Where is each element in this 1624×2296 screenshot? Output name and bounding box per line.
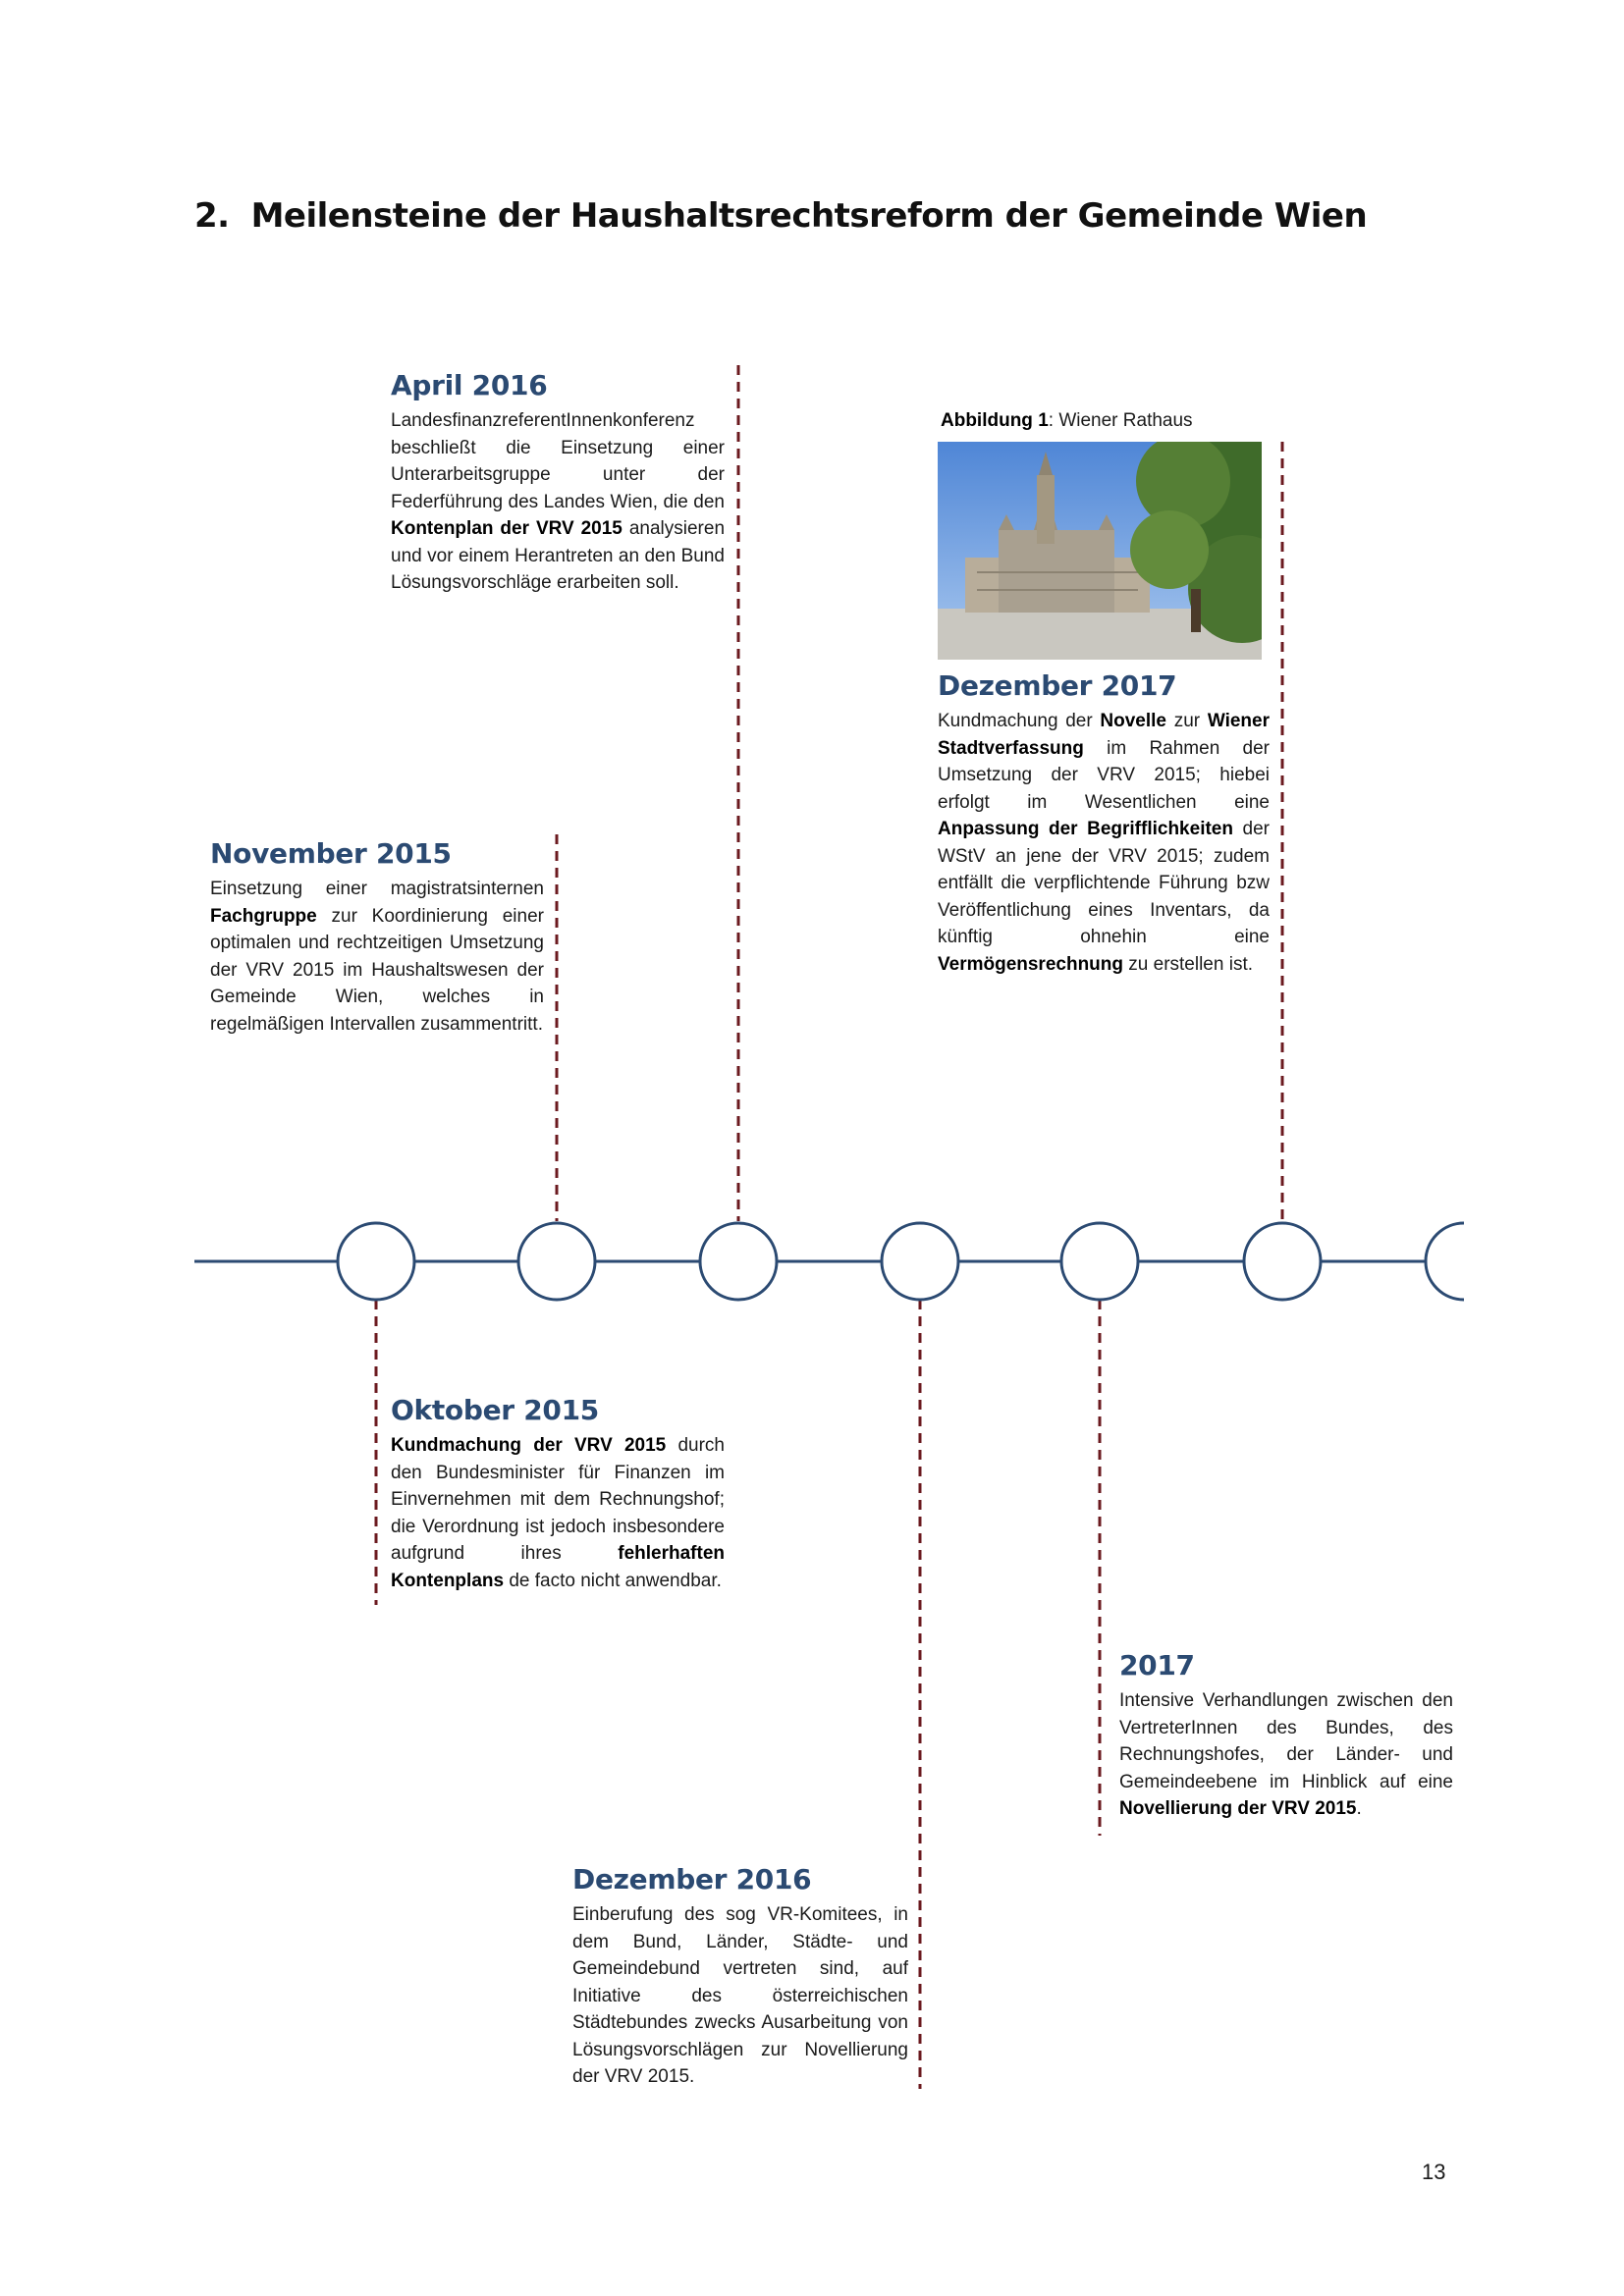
milestone-text-bold: Kundmachung der VRV 2015: [391, 1435, 667, 1456]
milestone-text-run: .: [1356, 1798, 1362, 1819]
milestone-text-run: zur Koordinierung einer optimalen und rechtzeitigen Umsetzung der VRV 2015 im Haushaltswesen der Gemeinde Wien, welches in regelmäßigen Intervallen zusammentritt.: [210, 905, 544, 1035]
figure-caption-text: : Wiener Rathaus: [1048, 410, 1193, 431]
timeline-node-5: [1061, 1223, 1138, 1300]
milestone-text: [1119, 1687, 1453, 1823]
timeline-node-1: [338, 1223, 414, 1300]
milestone-april-2016: [391, 369, 725, 597]
milestone-text-run: im Rahmen der Umsetzung der VRV 2015; hiebei erfolgt im Wesentlichen eine: [938, 737, 1270, 813]
section-title: Meilensteine der Haushaltsrechtsreform der Gemeinde Wien: [250, 196, 1368, 236]
milestone-text-bold: Kontenplan der VRV 2015: [391, 518, 623, 539]
milestone-text-run: Intensive Verhandlungen zwischen den VertreterInnen des Bundes, des Rechnungshofes, der Länder- und Gemeindeebene im Hinblick auf eine: [1119, 1690, 1453, 1792]
rathaus-photo: [938, 442, 1262, 660]
milestone-text: [938, 708, 1270, 978]
milestone-text-run: Einberufung des sog VR-Komitees, in dem Bund, Länder, Städte- und Gemeindebund vertreten sind, auf Initiative des österreichischen Städtebundes zwecks Ausarbeitung von Lösungsvorschlägen zur Novellierung der VRV 2015.: [572, 1904, 908, 2087]
milestone-text-run: der WStV an jene der VRV 2015; zudem entfällt die verpflichtende Führung bzw Veröffentlichung eines Inventars, da künftig ohnehin eine: [938, 819, 1270, 947]
milestone-text-bold: Wiener Stadtverfassung: [938, 711, 1270, 759]
milestone-text-run: analysieren und vor einem Herantreten an den Bund Lösungsvorschläge erarbeiten soll.: [391, 518, 726, 593]
milestone-oktober-2015: [391, 1394, 725, 1594]
milestone-text: [572, 1901, 908, 2091]
figure-caption: [941, 410, 1193, 432]
milestone-date: April 2016: [391, 369, 548, 401]
milestone-date: 2017: [1119, 1649, 1195, 1682]
milestone-text-run: zu erstellen ist.: [1123, 953, 1253, 975]
milestone-text-run: durch den Bundesminister für Finanzen im Einvernehmen mit dem Rechnungshof; die Verordnung ist jedoch insbesondere aufgrund ihres: [391, 1435, 725, 1564]
milestone-dezember-2016: [572, 1863, 908, 2091]
milestone-text-bold: Novellierung der VRV 2015: [1119, 1798, 1357, 1819]
milestone-text-run: Kundmachung der: [938, 711, 1101, 731]
timeline-node-3: [700, 1223, 777, 1300]
milestone-november-2015: [210, 837, 544, 1038]
milestone-date: Dezember 2016: [572, 1863, 812, 1896]
timeline-node-4: [882, 1223, 958, 1300]
milestone-dezember-2017: [938, 669, 1270, 978]
timeline-node-6: [1244, 1223, 1321, 1300]
milestone-text-bold: Vermögensrechnung: [938, 953, 1123, 975]
timeline-node-2: [518, 1223, 595, 1300]
figure-label: Abbildung 1: [941, 410, 1049, 431]
milestone-date: Oktober 2015: [391, 1394, 599, 1426]
milestone-text: [391, 1432, 725, 1594]
milestone-text-bold: fehlerhaften Kontenplans: [391, 1543, 725, 1591]
milestone-text-bold: Anpassung der Begrifflichkeiten: [938, 819, 1233, 839]
page-number: 13: [1422, 2160, 1446, 2184]
milestone-text-run: LandesfinanzreferentInnenkonferenz beschließt die Einsetzung einer Unterarbeitsgruppe unter der Federführung des Landes Wien, die den: [391, 410, 725, 512]
milestone-text: [210, 876, 544, 1038]
milestone-text-bold: Fachgruppe: [210, 905, 317, 927]
milestone-2017: [1119, 1649, 1453, 1823]
milestone-text-run: de facto nicht anwendbar.: [504, 1570, 722, 1591]
milestone-date: Dezember 2017: [938, 669, 1177, 702]
section-number: 2.: [194, 196, 230, 236]
milestone-date: November 2015: [210, 837, 452, 870]
milestone-text-run: zur: [1166, 711, 1208, 731]
milestone-text-run: Einsetzung einer magistratsinternen: [210, 879, 544, 899]
milestone-text-bold: Novelle: [1100, 711, 1166, 731]
timeline-node-7: [1426, 1223, 1502, 1300]
milestone-text: [391, 407, 725, 597]
